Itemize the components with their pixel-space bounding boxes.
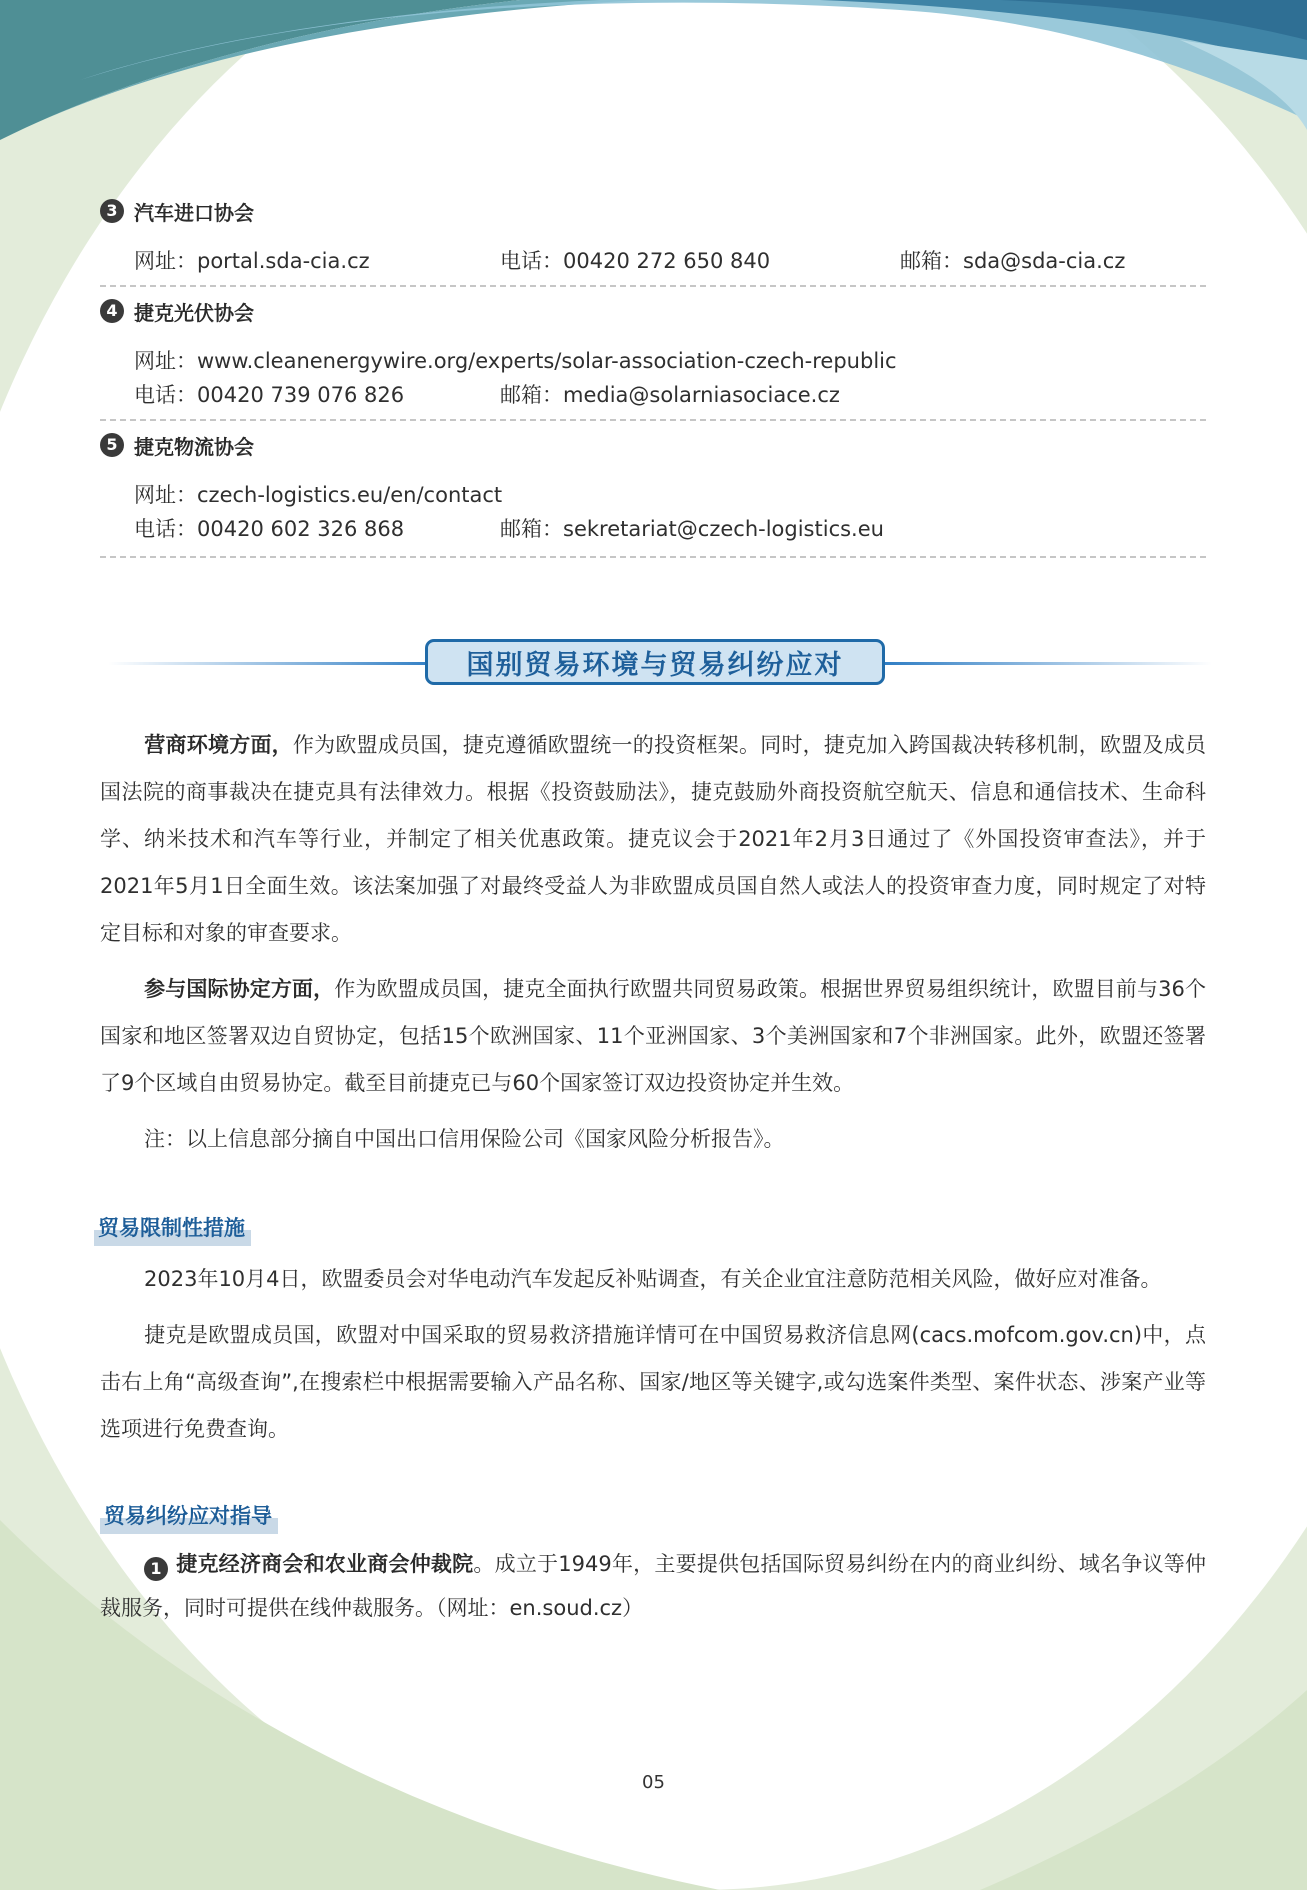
contact-line bbox=[100, 341, 1206, 375]
email-text: 邮箱：media@solarniasociace.cz bbox=[500, 383, 840, 407]
page-number: 05 bbox=[642, 1772, 665, 1793]
phone-text: 电话：00420 602 326 868 bbox=[134, 517, 405, 541]
arbitration-court-item bbox=[100, 1542, 1206, 1630]
paragraph-lead: 参与国际协定方面， bbox=[144, 977, 335, 1001]
paragraph-body: 捷克是欧盟成员国，欧盟对中国采取的贸易救济措施详情可在中国贸易救济信息网(cacs.mofcom.gov.cn)中，点击右上角“高级查询”,在搜索栏中根据需要输入产品名称、国家/地区等关键字,或勾选案件类型、案件状态、涉案产业等选项进行免费查询。 bbox=[100, 1323, 1206, 1441]
paragraph-international-agreements bbox=[100, 966, 1206, 1107]
number-badge: 1 bbox=[144, 1557, 168, 1581]
paragraph-body: 2023年10月4日，欧盟委员会对华电动汽车发起反补贴调查，有关企业宜注意防范相关风险，做好应对准备。 bbox=[144, 1267, 1162, 1291]
association-block bbox=[100, 430, 1206, 543]
association-name: 捷克光伏协会 bbox=[134, 300, 254, 325]
number-badge: 3 bbox=[100, 199, 124, 223]
email-text: 邮箱：sda@sda-cia.cz bbox=[900, 249, 1126, 273]
association-block bbox=[100, 196, 1206, 275]
contact-line bbox=[100, 375, 1206, 409]
association-heading bbox=[100, 196, 1206, 226]
section-title: 国别贸易环境与贸易纠纷应对 bbox=[425, 639, 885, 685]
website-text: 网址：portal.sda-cia.cz bbox=[134, 249, 370, 273]
association-heading bbox=[100, 430, 1206, 460]
dashed-divider bbox=[100, 285, 1206, 287]
phone-text: 电话：00420 739 076 826 bbox=[134, 383, 405, 407]
banner-rule-left bbox=[108, 662, 438, 665]
subheading-text: 贸易限制性措施 bbox=[98, 1216, 245, 1240]
paragraph-business-environment bbox=[100, 722, 1206, 957]
contact-line bbox=[100, 241, 1206, 275]
paragraph-ev-investigation bbox=[100, 1256, 1206, 1303]
paragraph-body: 作为欧盟成员国，捷克全面执行欧盟共同贸易政策。根据世界贸易组织统计，欧盟目前与36个国家和地区签署双边自贸协定，包括15个欧洲国家、11个亚洲国家、3个美洲国家和7个非洲国家。此外，欧盟还签署了9个区域自由贸易协定。截至目前捷克已与60个国家签订双边投资协定并生效。 bbox=[100, 977, 1207, 1095]
contact-line bbox=[100, 475, 1206, 509]
association-name: 汽车进口协会 bbox=[134, 200, 254, 225]
association-name: 捷克物流协会 bbox=[134, 434, 254, 459]
association-block bbox=[100, 296, 1206, 409]
website-text: 网址：czech-logistics.eu/en/contact bbox=[134, 483, 503, 507]
banner-rule-right bbox=[882, 662, 1212, 665]
website-text: 网址：www.cleanenergywire.org/experts/solar-association-czech-republic bbox=[134, 349, 897, 373]
source-note bbox=[100, 1116, 1206, 1163]
dashed-divider bbox=[100, 556, 1206, 558]
number-badge: 5 bbox=[100, 433, 124, 457]
paragraph-lead: 营商环境方面， bbox=[144, 733, 293, 757]
item-name: 捷克经济商会和农业商会仲裁院 bbox=[176, 1552, 474, 1576]
dashed-divider bbox=[100, 419, 1206, 421]
note-text: 注：以上信息部分摘自中国出口信用保险公司《国家风险分析报告》。 bbox=[144, 1127, 785, 1151]
number-badge: 4 bbox=[100, 299, 124, 323]
subheading-dispute-guidance bbox=[104, 1500, 272, 1530]
subheading-trade-restrictions bbox=[98, 1212, 245, 1242]
paragraph-trade-remedy bbox=[100, 1312, 1206, 1453]
paragraph-body: 作为欧盟成员国，捷克遵循欧盟统一的投资框架。同时，捷克加入跨国裁决转移机制，欧盟及成员国法院的商事裁决在捷克具有法律效力。根据《投资鼓励法》，捷克鼓励外商投资航空航天、信息和通信技术、生命科学、纳米技术和汽车等行业，并制定了相关优惠政策。捷克议会于2021年2月3日通过了《外国投资审查法》，并于2021年5月1日全面生效。该法案加强了对最终受益人为非欧盟成员国自然人或法人的投资审查力度，同时规定了对特定目标和对象的审查要求。 bbox=[100, 733, 1206, 945]
contact-line bbox=[100, 509, 1206, 543]
phone-text: 电话：00420 272 650 840 bbox=[500, 249, 771, 273]
item-body: 。成立于1949年，主要提供包括国际贸易纠纷在内的商业纠纷、域名争议等仲裁服务，同时可提供在线仲裁服务。（网址：en.soud.cz） bbox=[100, 1552, 1206, 1620]
association-heading bbox=[100, 296, 1206, 326]
subheading-text: 贸易纠纷应对指导 bbox=[104, 1504, 272, 1528]
email-text: 邮箱：sekretariat@czech-logistics.eu bbox=[500, 517, 884, 541]
